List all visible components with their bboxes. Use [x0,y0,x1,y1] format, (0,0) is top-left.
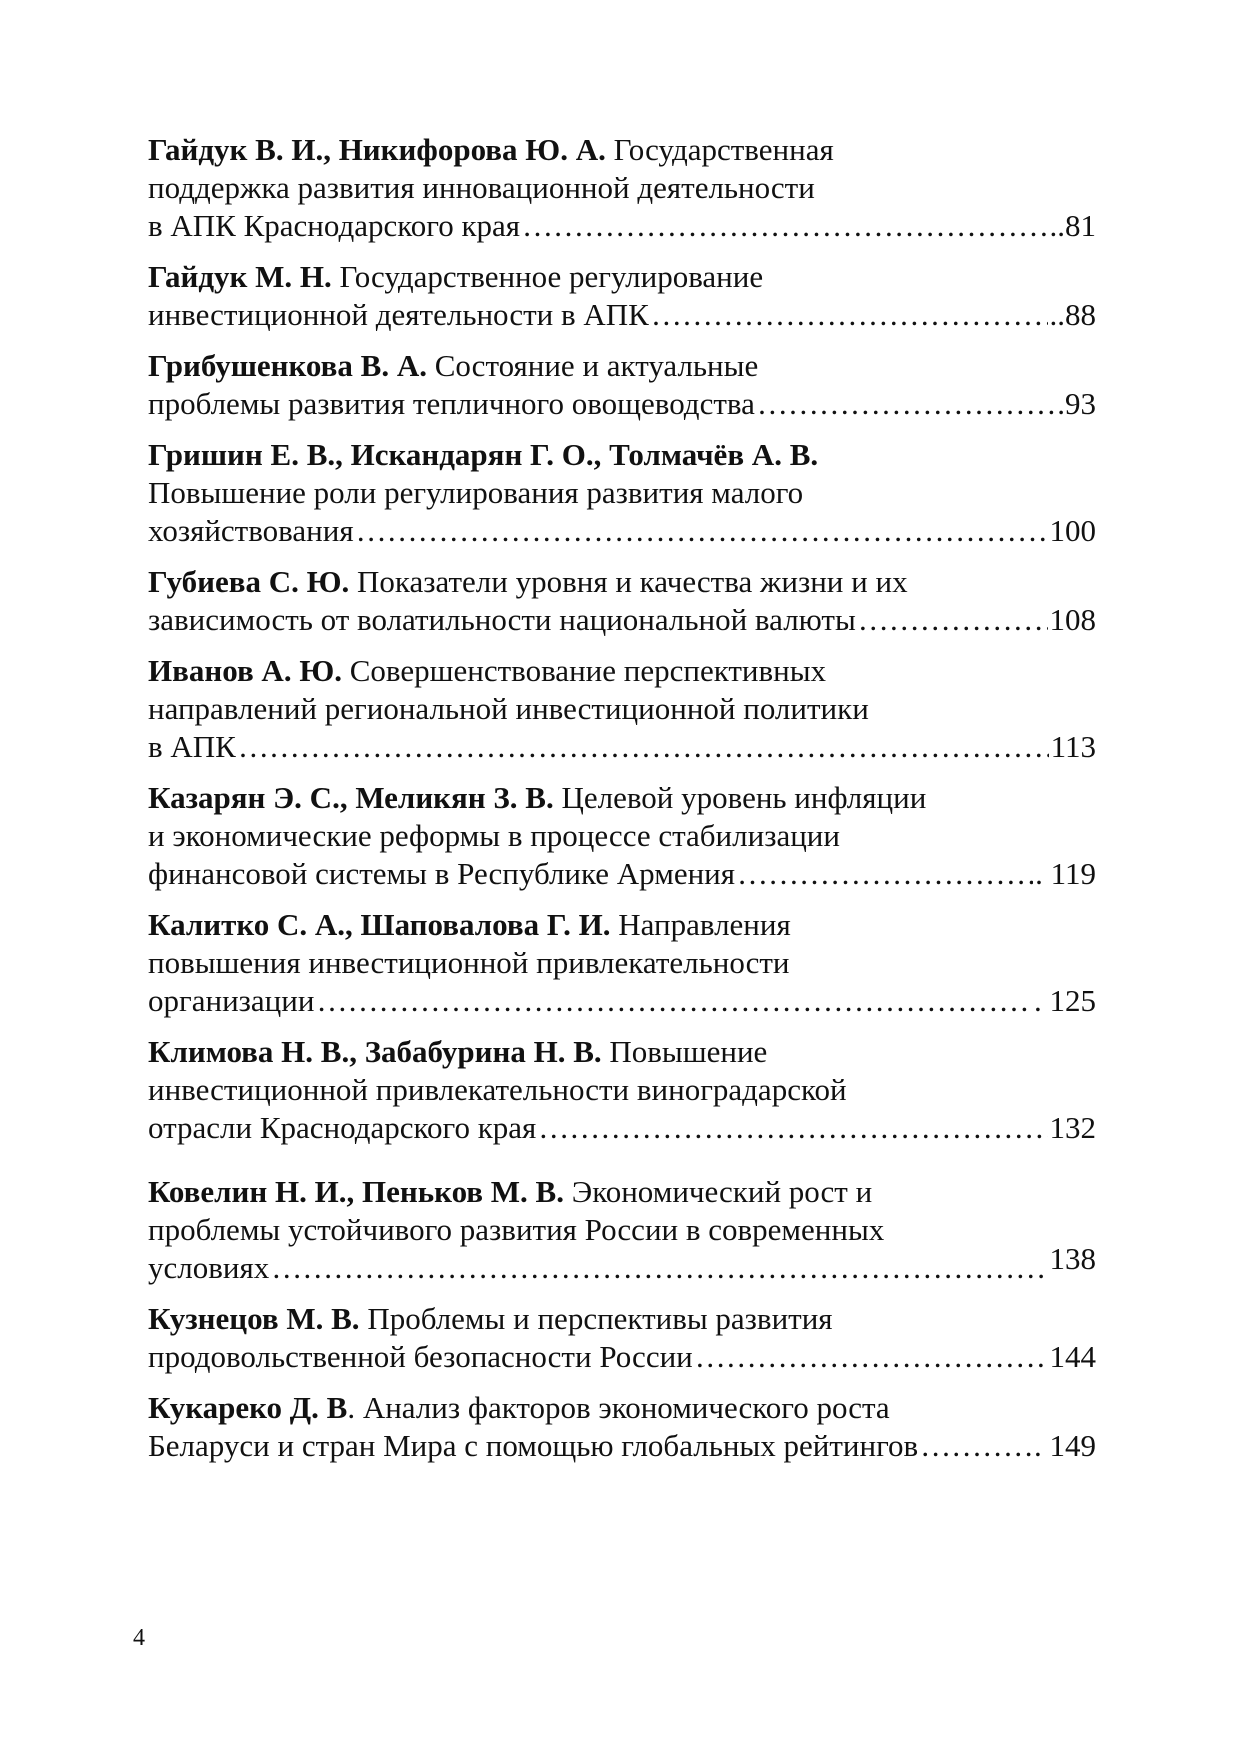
entry-title-line: хозяйствования [148,513,354,548]
dot-leader [757,385,1055,423]
entry-page-number: 144 [1049,1339,1096,1374]
entry-page-number: 132 [1049,1110,1096,1145]
dot-leader [316,982,1032,1020]
entry-title-line: Показатели уровня и качества жизни и их [357,564,908,599]
entry-title-line: Повышение [609,1034,768,1069]
entry-page-number: 108 [1049,602,1096,637]
entry-title-line: в АПК Краснодарского края [148,208,521,243]
entry-title-line: Повышение роли регулирования развития малого [148,475,804,510]
entry-page-number: ..81 [1049,208,1096,243]
entry-authors: Ковелин Н. И., Пеньков М. В. [148,1174,564,1209]
entry-title-line: Состояние и актуальные [434,348,759,383]
toc-entry [148,652,1096,766]
entry-title-line: Целевой уровень инфляции [561,780,927,815]
entry-page-number: . 119 [1035,856,1096,891]
entry-page-number: .93 [1057,386,1096,421]
entry-page-number: 113 [1050,729,1096,764]
entry-authors: Грибушенкова В. А. [148,348,427,383]
entry-title-line: повышения инвестиционной привлекательности [148,945,790,980]
entry-title-line: зависимость от волатильности национальной валюты [148,602,856,637]
toc-entry [148,258,1096,334]
dot-leader [271,1249,1047,1287]
toc-entry [148,563,1096,639]
entry-title-line: продовольственной безопасности России [148,1339,693,1374]
entry-authors: Гришин Е. В., Искандарян Г. О., Толмачёв А. В. [148,437,819,472]
entry-title-line: Экономический рост и [571,1174,873,1209]
entry-title-line: организации [148,983,315,1018]
toc-entry [148,1033,1096,1147]
page-number: 4 [133,1625,145,1651]
toc-entry [148,906,1096,1020]
dot-leader [920,1427,1032,1465]
dot-leader [737,855,1033,893]
entry-title-line: . Анализ факторов экономического роста [347,1390,890,1425]
dot-leader [858,601,1048,639]
entry-title-line: направлений региональной инвестиционной политики [148,691,869,726]
toc-entry [148,1389,1096,1465]
toc-entry [148,347,1096,423]
entry-title-line: Проблемы и перспективы развития [367,1301,833,1336]
entry-title-line: Направления [618,907,791,942]
entry-title-line: инвестиционной привлекательности виноградарской [148,1072,847,1107]
toc-entry [148,1300,1096,1376]
dot-leader [238,728,1049,766]
entry-title-line: в АПК [148,729,236,764]
entry-authors: Гайдук М. Н. [148,259,332,294]
entry-title-line: инвестиционной деятельности в АПК [148,297,649,332]
dot-leader [651,296,1048,334]
entry-authors: Климова Н. В., Забабурина Н. В. [148,1034,602,1069]
entry-authors: Губиева С. Ю. [148,564,350,599]
entry-authors: Иванов А. Ю. [148,653,342,688]
dot-leader [356,512,1048,550]
toc-entry [148,131,1096,245]
dot-leader [538,1109,1047,1147]
entry-page-number: 100 [1049,513,1096,548]
toc-entry [148,436,1096,550]
toc-entry [148,1173,1096,1287]
entry-authors: Калитко С. А., Шаповалова Г. И. [148,907,611,942]
entry-authors: Кузнецов М. В. [148,1301,360,1336]
toc-entry [148,779,1096,893]
entry-title-line: проблемы развития тепличного овощеводства [148,386,755,421]
entry-title-line: Государственная [613,132,834,167]
entry-title-line: условиях [148,1250,270,1285]
entry-title-line: проблемы устойчивого развития России в современных [148,1212,885,1247]
entry-title-line: Государственное регулирование [339,259,764,294]
entry-authors: Казарян Э. С., Меликян З. В. [148,780,554,815]
entry-page-number: ..88 [1049,297,1096,332]
table-of-contents [148,131,1096,1465]
entry-title-line: поддержка развития инновационной деятельности [148,170,815,205]
entry-page-number: . 125 [1034,983,1096,1018]
entry-title-line: и экономические реформы в процессе стабилизации [148,818,840,853]
entry-authors: Кукареко Д. В [148,1390,348,1425]
entry-title-line: отрасли Краснодарского края [148,1110,537,1145]
entry-authors: Гайдук В. И., Никифорова Ю. А. [148,132,606,167]
entry-title-line: Беларуси и стран Мира с помощью глобальных рейтингов [148,1428,919,1463]
entry-page-number: . 149 [1034,1428,1096,1463]
dot-leader [522,207,1047,245]
entry-title-line: финансовой системы в Республике Армения [148,856,736,891]
dot-leader [695,1338,1048,1376]
entry-title-line: Совершенствование перспективных [349,653,827,688]
entry-page-number: 138 [1049,1241,1096,1276]
